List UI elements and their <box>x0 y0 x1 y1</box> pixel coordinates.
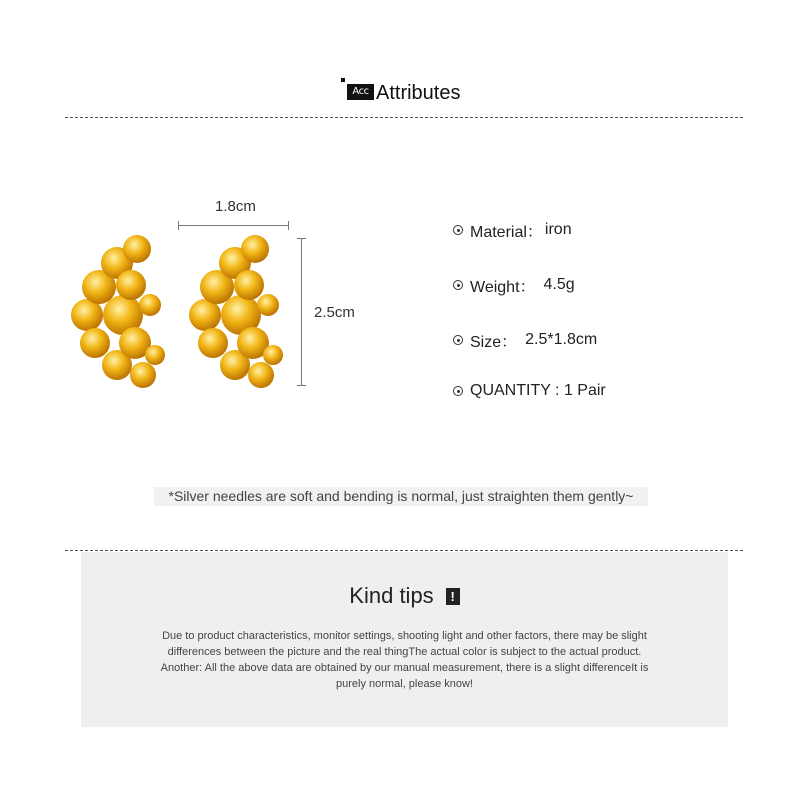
attributes-header <box>0 78 800 108</box>
header-badge: Acc <box>347 84 374 100</box>
kind-tips-box <box>81 552 728 727</box>
kind-tips-title: Kind tips <box>349 583 434 608</box>
attribute-label: Material： <box>470 223 543 241</box>
bullet-icon <box>453 386 463 396</box>
tips-line: purely normal, please know! <box>336 678 473 690</box>
attribute-weight <box>453 274 575 296</box>
earrings-image <box>55 225 295 395</box>
height-tick-top <box>297 238 306 239</box>
attribute-value: 4.5g <box>543 276 575 293</box>
header-title: Attributes <box>376 82 461 104</box>
tips-line: Due to product characteristics, monitor settings, shooting light and other factors, there may be slight <box>162 630 647 642</box>
attribute-label: Weight： <box>470 278 536 296</box>
kind-tips-body <box>121 628 688 692</box>
width-dimension-label: 1.8cm <box>215 198 256 215</box>
top-divider <box>65 117 743 118</box>
silver-needle-note: *Silver needles are soft and bending is normal, just straighten them gently~ <box>154 487 648 506</box>
attribute-value: 2.5*1.8cm <box>525 331 598 348</box>
height-dimension-label: 2.5cm <box>314 304 355 321</box>
attribute-size <box>453 329 597 351</box>
bullet-icon <box>453 335 463 345</box>
attribute-label: QUANTITY : 1 Pair <box>470 382 606 399</box>
right-earring <box>189 235 283 388</box>
left-earring <box>71 235 165 388</box>
header-square-icon <box>341 78 345 82</box>
bullet-icon <box>453 225 463 235</box>
kind-tips-heading <box>81 582 728 610</box>
height-dimension-line <box>301 238 302 385</box>
attribute-label: Size： <box>470 333 518 351</box>
tips-line: Another: All the above data are obtained by our manual measurement, there is a slight differenceIt is <box>160 662 649 674</box>
bullet-icon <box>453 280 463 290</box>
height-tick-bottom <box>297 385 306 386</box>
warning-icon: ! <box>446 588 460 605</box>
attribute-quantity <box>453 380 606 402</box>
attribute-material <box>453 219 572 241</box>
attribute-value: iron <box>544 221 572 238</box>
bottom-divider <box>65 550 743 551</box>
tips-line: differences between the picture and the real thingThe actual color is subject to the actual product. <box>167 646 642 658</box>
